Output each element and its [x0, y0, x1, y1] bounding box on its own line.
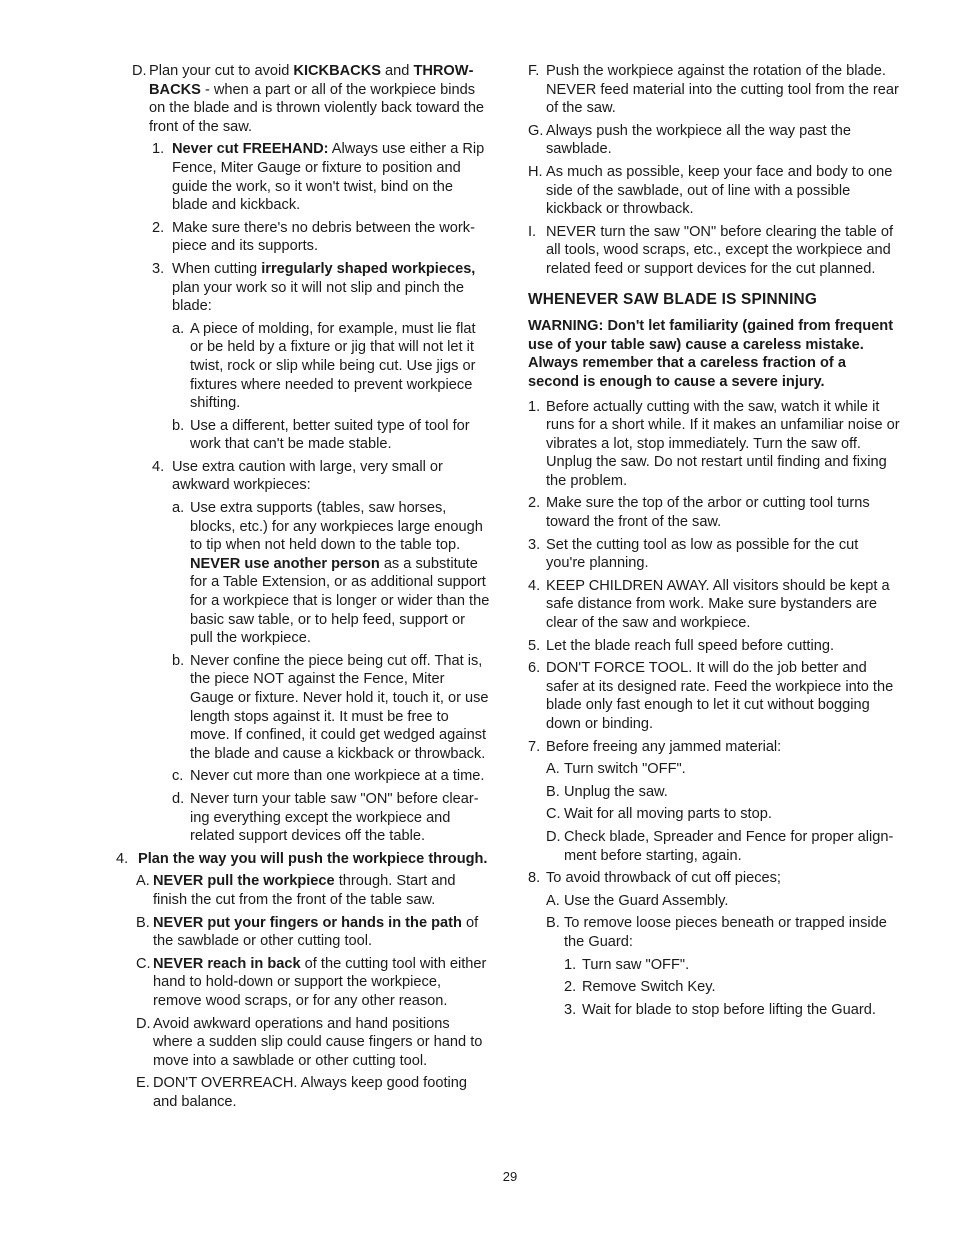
item-marker: F.: [528, 63, 540, 79]
item-marker: 3.: [564, 1001, 577, 1018]
item-d3a-molding: a. A piece of molding, for example, must lie flat or be held by a fixture or jig that will not let it twist, rock or slip while being cut. Use jigs or fixtures where needed to prevent workpiece shifting.: [172, 320, 476, 412]
item-marker: 2.: [152, 219, 165, 236]
item-4d-awkward: D. Avoid awkward operations and hand positions where a sudden slip could cause fingers or hand to move into a sawblade or other cutting tool.: [136, 1015, 483, 1069]
item-w7-jammed: 7. Before freeing any jammed material:: [528, 738, 782, 755]
item-w2-arbor: 2. Make sure the top of the arbor or cutting tool turns toward the front of the saw.: [528, 495, 870, 531]
item-h-face-body: H. As much as possible, keep your face and body to one side of the sawblade, out of line with a possible kickback or throwback.: [528, 163, 893, 218]
item-w8b2: 2. Remove Switch Key.: [564, 979, 716, 996]
right-column: [528, 62, 900, 1023]
item-w8-throwback: 8. To avoid throwback of cut off pieces;: [528, 870, 781, 887]
item-marker: C.: [136, 955, 151, 972]
item-w8b1: 1. Turn saw "OFF".: [564, 956, 690, 973]
item-d-kickbacks: D. Plan your cut to avoid KICKBACKS and THROWBACKS - when a part or all of the workpiece binds on the blade and is thrown violently back toward the front of the saw.: [132, 63, 485, 135]
item-w8a: A. Use the Guard Assembly.: [546, 892, 729, 909]
item-marker: B.: [546, 915, 560, 932]
item-marker: E.: [136, 1075, 150, 1092]
page-number: 29: [502, 1169, 518, 1184]
item-marker: d.: [172, 790, 185, 807]
left-column: [116, 62, 490, 1115]
item-4e-overreach: E. DON'T OVERREACH. Always keep good footing and balance.: [136, 1075, 467, 1110]
item-w7b: B. Unplug the saw.: [546, 783, 668, 800]
item-marker: D.: [136, 1015, 151, 1032]
item-d4b-never-confine: b. Never confine the piece being cut off. That is, the piece NOT against the Fence, Miter Gauge or fixture. Never hold it, touch it, or use length stops against it. It must be free to move. If confined, it could get wedged against the blade and cause a kickback or throwback.: [172, 652, 489, 762]
item-marker: B.: [546, 783, 560, 800]
item-marker: 7.: [528, 738, 541, 755]
item-marker: 2.: [528, 495, 541, 512]
item-marker: 1.: [528, 398, 541, 415]
item-w1-watch: 1. Before actually cutting with the saw, watch it while it runs for a short while. If it makes an unfamiliar noise or vibrates a lot, stop immediately. Turn the saw off. Unplug the saw. Do not restart until finding and fixing the problem.: [528, 398, 900, 489]
item-marker: I.: [528, 223, 537, 240]
item-d4-extra-caution: 4. Use extra caution with large, very small or awkward workpieces:: [152, 458, 443, 494]
item-marker: 6.: [528, 660, 541, 677]
item-4c-reach-back: C. NEVER reach in back of the cutting tool with either hand to hold-down or support the workpiece, remove wood scraps, or for any other reason.: [136, 955, 487, 1009]
item-marker: D.: [132, 63, 147, 79]
item-marker: a.: [172, 500, 185, 517]
item-4-push-plan: 4. Plan the way you will push the workpiece through.: [116, 850, 488, 867]
item-marker: A.: [546, 761, 560, 778]
item-f-push-rotation: F. Push the workpiece against the rotation of the blade. NEVER feed material into the cutting tool from the rear of the saw.: [528, 63, 899, 117]
item-4b-fingers: B. NEVER put your fingers or hands in the path of the sawblade or other cutting tool.: [136, 914, 479, 950]
item-w6-force: 6. DON'T FORCE TOOL. It will do the job better and safer at its designed rate. Feed the workpiece into the blade only fast enough to let it cut without bogging down or binding.: [528, 660, 894, 732]
item-w7c: C. Wait for all moving parts to stop.: [546, 806, 772, 823]
item-marker: H.: [528, 163, 543, 180]
item-4a-never-pull: A. NEVER pull the workpiece through. Start and finish the cut from the front of the table saw.: [136, 873, 456, 908]
item-d3-irregular: 3. When cutting irregularly shaped workpieces, plan your work so it will not slip and pinch the blade:: [152, 260, 476, 315]
item-marker: 1.: [152, 141, 165, 158]
item-w7d: D. Check blade, Spreader and Fence for proper alignment before starting, again.: [546, 828, 894, 864]
item-marker: a.: [172, 320, 185, 337]
item-d4d-turn-on: d. Never turn your table saw "ON" before clearing everything except the workpiece and related support devices off the table.: [172, 790, 479, 845]
item-d1-freehand: 1. Never cut FREEHAND: Always use either a Rip Fence, Miter Gauge or fixture to position and guide the work, so it won't twist, bind on the blade and kickback.: [152, 141, 485, 214]
item-i-never-on: I. NEVER turn the saw "ON" before clearing the table of all tools, wood scraps, etc., except the workpiece and related feed or support devices for the cut planned.: [528, 223, 894, 277]
item-marker: 8.: [528, 870, 541, 887]
section-heading: WHENEVER SAW BLADE IS SPINNING: [528, 290, 818, 308]
item-marker: 3.: [528, 536, 541, 553]
item-marker: D.: [546, 828, 561, 845]
item-marker: b.: [172, 417, 185, 434]
item-w8b: B. To remove loose pieces beneath or trapped inside the Guard:: [546, 915, 887, 950]
item-d2-debris: 2. Make sure there's no debris between the workpiece and its supports.: [152, 219, 475, 255]
item-marker: 2.: [564, 979, 577, 996]
item-w3-low: 3. Set the cutting tool as low as possible for the cut you're planning.: [528, 536, 859, 572]
item-marker: B.: [136, 914, 150, 931]
item-marker: C.: [546, 806, 561, 823]
item-marker: b.: [172, 652, 185, 669]
item-d4a-extra-supports: a. Use extra supports (tables, saw horses, blocks, etc.) for any workpieces large enough to tip when not held down to the table top. NEVER use another person as a substitute for a Table Extension, or as additional support for a workpiece that is longer or wider than the basic saw table, or to help feed, support or pull the workpiece.: [172, 500, 490, 647]
item-w8b3: 3. Wait for blade to stop before lifting the Guard.: [564, 1001, 876, 1018]
item-d4c-one-workpiece: c. Never cut more than one workpiece at a time.: [172, 768, 485, 785]
item-marker: 5.: [528, 637, 541, 654]
item-marker: A.: [546, 892, 560, 909]
item-marker: G.: [528, 122, 544, 139]
item-w4-children: 4. KEEP CHILDREN AWAY. All visitors should be kept a safe distance from work. Make sure bystanders are clear of the saw and workpiece.: [528, 577, 890, 632]
item-g-push-past: G. Always push the workpiece all the way past the sawblade.: [528, 122, 852, 158]
item-marker: 3.: [152, 260, 165, 277]
item-marker: 1.: [564, 956, 577, 973]
item-marker: A.: [136, 873, 150, 890]
item-w5-full-speed: 5. Let the blade reach full speed before cutting.: [528, 637, 835, 654]
item-w7a: A. Turn switch "OFF".: [546, 761, 686, 778]
item-marker: c.: [172, 768, 184, 785]
warning-paragraph: WARNING: Don't let familiarity (gained from frequent use of your table saw) cause a careless mistake. Always remember that a careless fraction of a second is enough to cause a severe injury.: [528, 318, 894, 390]
item-marker: 4.: [528, 577, 541, 594]
item-marker: 4.: [116, 850, 129, 867]
item-d3b-different-tool: b. Use a different, better suited type of tool for work that can't be made stable.: [172, 417, 470, 453]
item-marker: 4.: [152, 458, 165, 475]
